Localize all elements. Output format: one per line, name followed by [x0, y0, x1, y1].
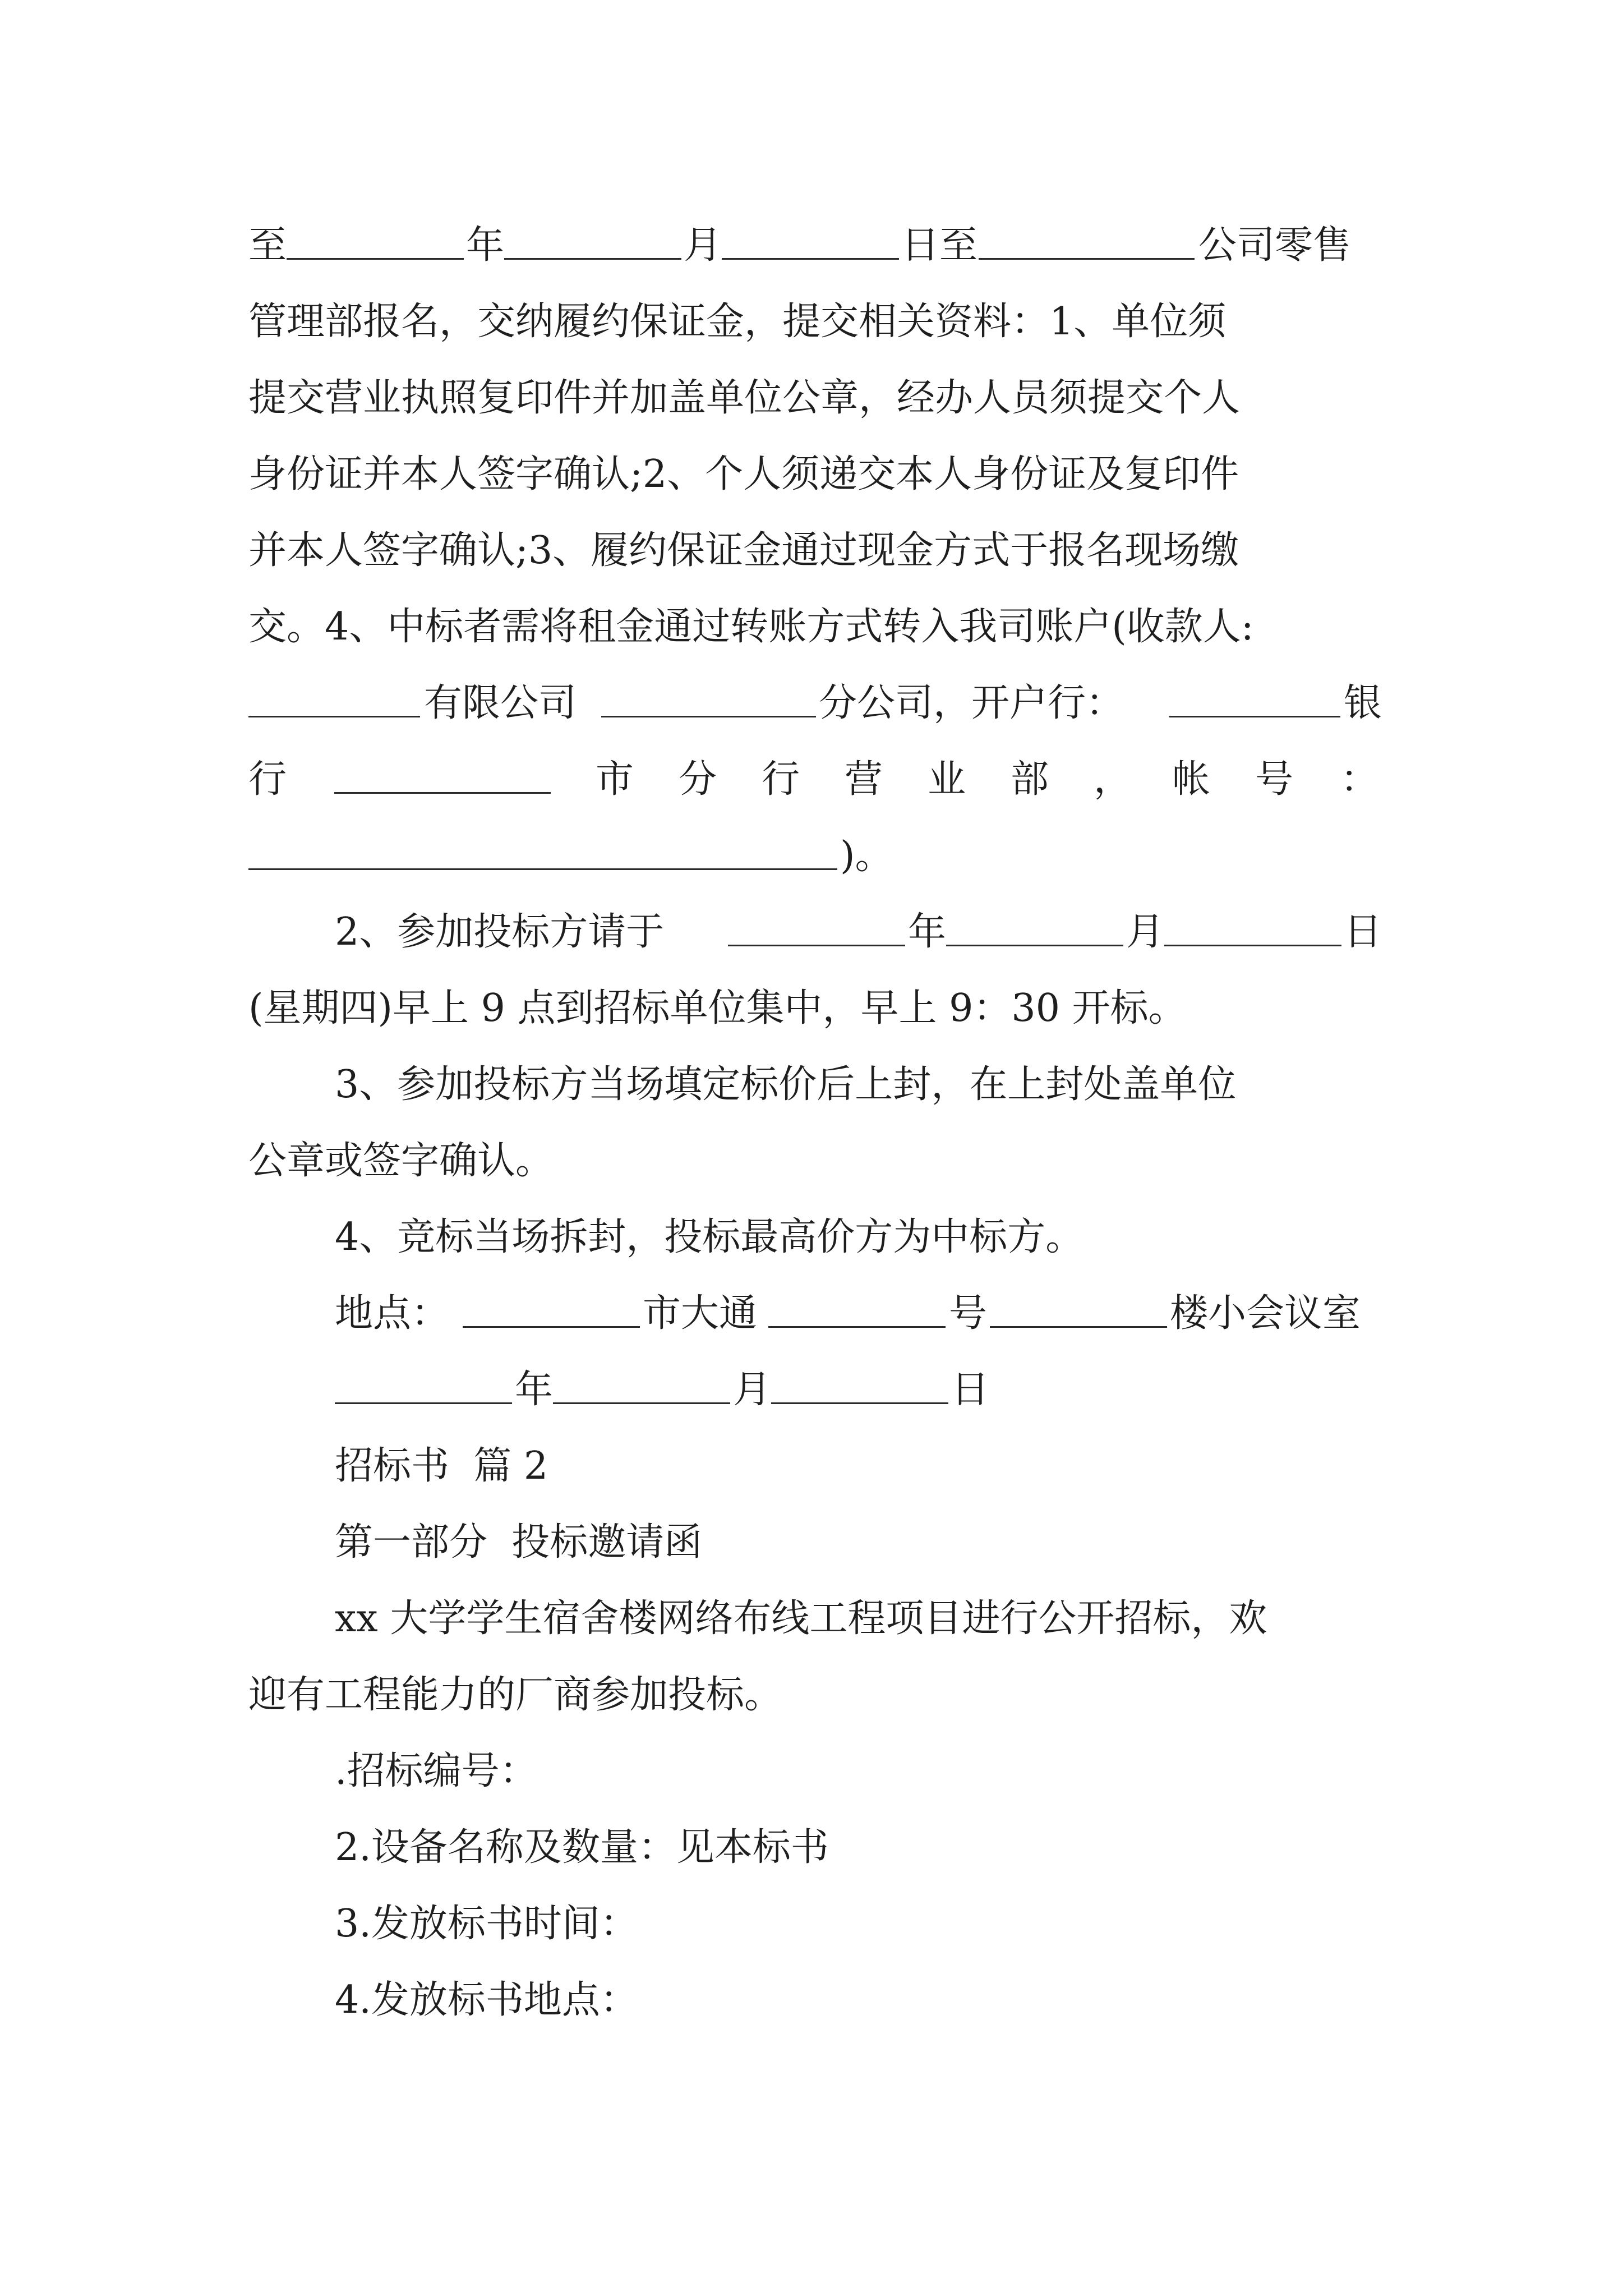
- text-segment: 3.发放标书时间：: [335, 1902, 638, 1946]
- text-segment: 公章或签字确认。: [248, 1139, 554, 1183]
- text-segment: 公司零售: [1198, 223, 1352, 268]
- text-segment: 交。4、中标者需将租金通过转账方式转入我司账户(收款人:: [248, 605, 1254, 649]
- fill-blank: [979, 258, 1195, 260]
- fill-blank: [601, 716, 816, 717]
- text-segment: 市大通: [643, 1291, 758, 1336]
- text-segment: 号: [949, 1291, 988, 1336]
- text-segment: 年: [515, 1368, 554, 1412]
- fill-blank: [248, 868, 837, 870]
- list-item: [0, 1897, 1623, 1951]
- text-segment: 分公司，开户行：: [819, 681, 1124, 725]
- text-segment: 号: [1255, 757, 1294, 802]
- text-line: [0, 371, 1623, 425]
- text-segment: 营: [845, 757, 883, 802]
- text-segment: 市: [596, 757, 634, 802]
- text-segment: 4.发放标书地点：: [335, 1978, 638, 2022]
- text-segment: 地点：: [335, 1291, 450, 1336]
- text-segment: 3、参加投标方当场填定标价后上封，在上封处盖单位: [335, 1062, 1237, 1107]
- fill-blank: [990, 1326, 1167, 1328]
- text-segment: 日至: [901, 223, 978, 268]
- text-line: [0, 829, 1623, 883]
- fill-blank: [1164, 945, 1341, 946]
- text-line: [0, 1363, 1623, 1417]
- text-segment: 4、竞标当场拆封，投标最高价方为中标方。: [335, 1215, 1084, 1259]
- section-heading: [0, 1439, 1623, 1493]
- text-segment: 日: [1344, 910, 1382, 954]
- text-segment: 日: [951, 1368, 990, 1412]
- text-line: [0, 1134, 1623, 1188]
- text-line: [0, 295, 1623, 349]
- text-line: [0, 600, 1623, 654]
- text-segment: )。: [840, 834, 893, 878]
- text-segment: 迎有工程能力的厂商参加投标。: [248, 1673, 783, 1717]
- fill-blank: [946, 945, 1123, 946]
- fill-blank: [334, 792, 551, 794]
- text-line: [0, 219, 1623, 273]
- text-segment: 身份证并本人签字确认;2、个人须递交本人身份证及复印件: [248, 452, 1239, 496]
- fill-blank: [728, 945, 905, 946]
- fill-blank: [504, 258, 681, 260]
- text-segment: 银: [1344, 681, 1382, 725]
- text-segment: 至: [248, 223, 287, 268]
- fill-blank: [248, 716, 420, 717]
- text-segment: 年: [466, 223, 505, 268]
- text-line: [0, 524, 1623, 578]
- list-item: [0, 1821, 1623, 1875]
- text-line: [0, 982, 1623, 1036]
- text-segment: 月: [684, 223, 722, 268]
- fill-blank: [768, 1326, 946, 1328]
- text-segment: xx 大学学生宿舍楼网络布线工程项目进行公开招标，欢: [335, 1596, 1267, 1641]
- text-line: [0, 1668, 1623, 1722]
- text-segment: 提交营业执照复印件并加盖单位公章，经办人员须提交个人: [248, 376, 1241, 420]
- text-segment: .招标编号：: [335, 1749, 538, 1793]
- text-segment: 2.设备名称及数量：见本标书: [335, 1825, 829, 1870]
- text-line: [0, 1058, 1623, 1112]
- text-segment: 2、参加投标方请于: [335, 910, 665, 954]
- fill-blank: [335, 1402, 512, 1404]
- text-segment: 月: [1126, 910, 1165, 954]
- text-segment: (星期四)早上 9 点到招标单位集中，早上 9：30 开标。: [248, 986, 1187, 1030]
- text-segment: ：: [1340, 757, 1379, 802]
- list-item: [0, 1745, 1623, 1798]
- fill-blank: [771, 1402, 948, 1404]
- text-segment: 帐: [1172, 757, 1211, 802]
- text-line: [0, 1287, 1623, 1341]
- fill-blank: [1169, 716, 1340, 717]
- text-segment: 年: [908, 910, 947, 954]
- text-line: [0, 1211, 1623, 1264]
- text-segment: 招标书 篇 2: [335, 1444, 548, 1488]
- text-segment: ，: [1094, 757, 1132, 802]
- text-segment: 第一部分 投标邀请函: [335, 1520, 703, 1565]
- text-segment: 月: [733, 1368, 772, 1412]
- text-segment: 行: [248, 757, 287, 802]
- text-segment: 有限公司: [424, 681, 577, 725]
- text-line: [0, 677, 1623, 730]
- text-segment: 行: [762, 757, 800, 802]
- text-segment: 部: [1011, 757, 1049, 802]
- text-line: [0, 448, 1623, 501]
- section-heading: [0, 1516, 1623, 1570]
- text-line: [0, 753, 1623, 807]
- fill-blank: [287, 258, 464, 260]
- text-segment: 分: [679, 757, 717, 802]
- text-segment: 业: [928, 757, 966, 802]
- text-line: [0, 905, 1623, 959]
- text-line: [0, 1592, 1623, 1646]
- fill-blank: [463, 1326, 640, 1328]
- list-item: [0, 1973, 1623, 2027]
- text-segment: 楼小会议室: [1170, 1291, 1361, 1336]
- text-segment: 并本人签字确认;3、履约保证金通过现金方式于报名现场缴: [248, 528, 1239, 573]
- text-segment: 管理部报名，交纳履约保证金，提交相关资料：1、单位须: [248, 300, 1227, 344]
- fill-blank: [722, 258, 899, 260]
- fill-blank: [553, 1402, 730, 1404]
